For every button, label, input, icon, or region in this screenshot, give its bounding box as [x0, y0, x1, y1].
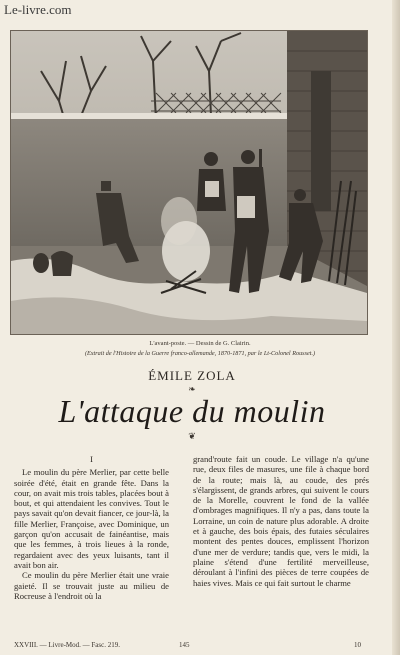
illustration-drawing — [11, 31, 367, 334]
section-numeral: I — [90, 454, 93, 464]
sheet-mark: 10 — [354, 641, 361, 649]
page-footer — [14, 641, 374, 653]
page-number: 145 — [179, 641, 190, 649]
text-column-right — [193, 454, 369, 588]
illustration-caption: L'avant-poste. — Dessin de G. Clairin. — [149, 340, 251, 347]
illustration-source: (Extrait de l'Histoire de la Guerre franco-allemande, 1870-1871, par le Lt-Colonel Rousset.) — [84, 350, 316, 357]
illustration-plate — [10, 30, 368, 335]
ornament-top-icon: ❧ — [188, 385, 196, 395]
author-name: ÉMILE ZOLA — [148, 368, 236, 383]
page-edge — [392, 0, 400, 655]
paragraph: Ce moulin du père Merlier était une vraie gaieté. Il se trouvait juste au milieu de Rocreuse à l'endroit où la — [14, 570, 169, 601]
ornament-bottom-icon: ❦ — [188, 432, 196, 442]
footer-volume: XXVIII. — Livre-Mod. — Fasc. 219. — [14, 641, 120, 649]
paragraph: Le moulin du père Merlier, par cette belle soirée d'été, était en grande fête. Dans la cour, on avait mis trois tables, placées bout à bout, et qui attendaient les convives. Tout le pays savait qu'on devait fiancer, ce jour-là, la fille Merlier, Françoise, avec Dominique, un garçon qu'on accusait de fainéantise, mais que les femmes, à trois lieues à la ronde, regardaient avec des yeux luisants, tant il avait bon air. — [14, 467, 169, 570]
watermark-logo: Le-livre.com — [4, 2, 72, 17]
paragraph: grand'route fait un coude. Le village n'a qu'une rue, deux files de masures, une file à chaque bord de la route; mais là, au coude, des prés s'élargissent, de grands arbres, qui suivent le cours de la Morelle, couvrent le fond de la vallée d'ombrages magnifiques. Il n'y a pas, dans toute la Lorraine, un coin de nature plus adorable. A droite et à gauche, des bois épais, des futaies séculaires montent des pentes douces, emplissent l'horizon d'une mer de verdure; tandis que, vers le midi, la plaine s'étend d'une fertilité merveilleuse, déroulant à l'infini des pièces de terre coupées de haies vives. Mais ce qui fait surtout le charme — [193, 454, 369, 588]
article-title: L'attaque du moulin — [58, 393, 326, 429]
text-column-left — [14, 454, 169, 601]
